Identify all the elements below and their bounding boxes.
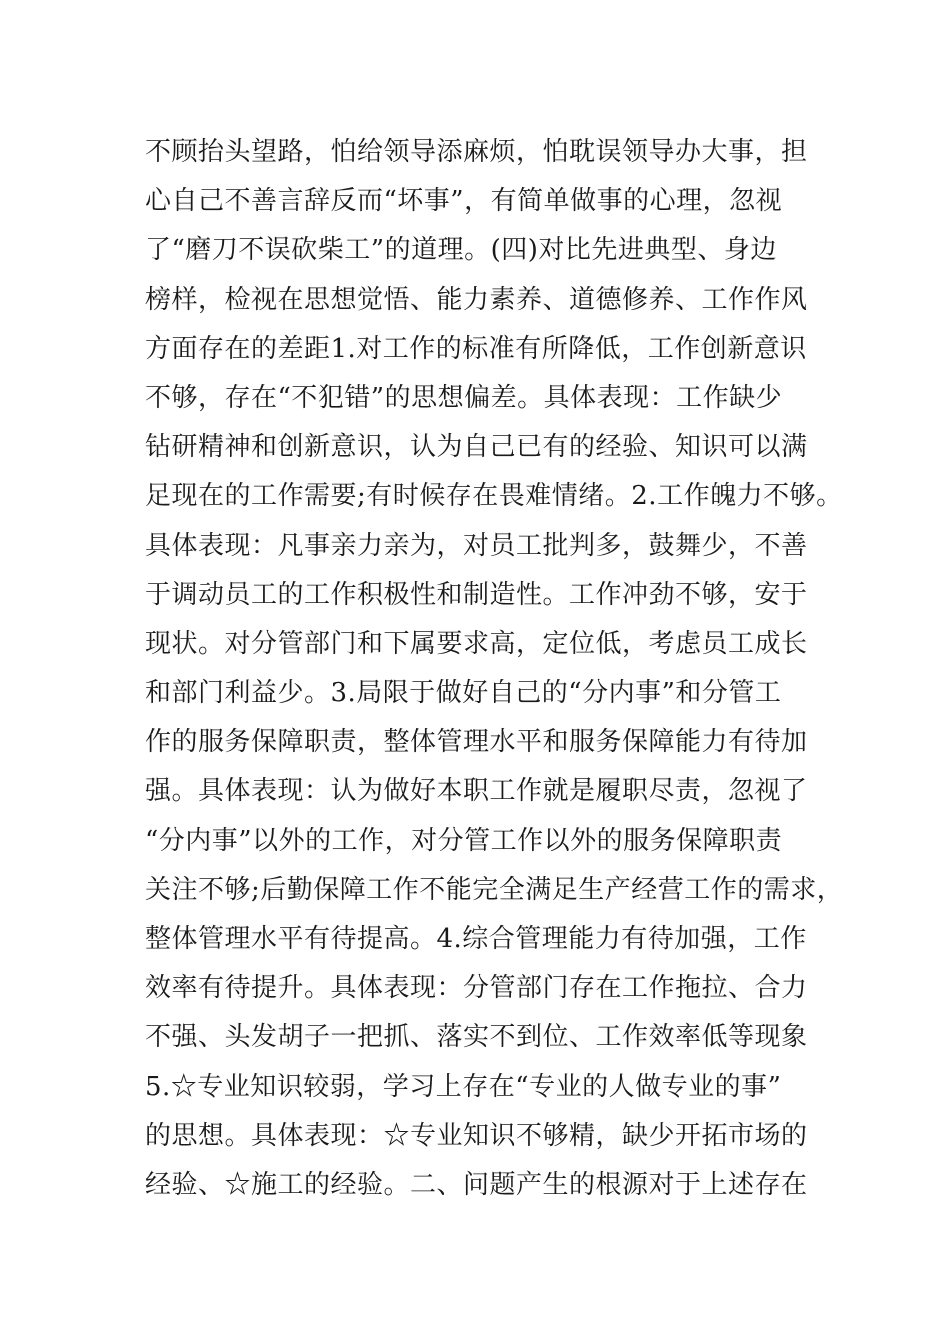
text-line: “分内事”以外的工作，对分管工作以外的服务保障职责 — [145, 825, 783, 856]
text-line: 的思想。具体表现：☆专业知识不够精，缺少开拓市场的 — [145, 1120, 808, 1151]
text-line: 关注不够;后勤保障工作不能完全满足生产经营工作的需求， — [145, 874, 844, 905]
text-line: 经验、☆施工的经验。二、问题产生的根源对于上述存在 — [145, 1169, 808, 1200]
text-line: 现状。对分管部门和下属要求高，定位低，考虑员工成长 — [145, 628, 808, 659]
text-line: 和部门利益少。3.局限于做好自己的“分内事”和分管工 — [145, 678, 782, 709]
text-line: 不顾抬头望路，怕给领导添麻烦，怕耽误领导办大事，担 — [145, 137, 808, 167]
text-line: 榜样，检视在思想觉悟、能力素养、道德修养、工作作风 — [145, 284, 808, 315]
text-line: 不强、头发胡子一把抓、落实不到位、工作效率低等现象 — [145, 1022, 808, 1053]
text-line: 整体管理水平有待提高。4.综合管理能力有待加强，工作 — [145, 924, 807, 954]
text-line: 足现在的工作需要;有时候存在畏难情绪。2.工作魄力不够。 — [145, 481, 843, 512]
text-line: 不够，存在“不犯错”的思想偏差。具体表现：工作缺少 — [145, 382, 783, 413]
text-line: 方面存在的差距1.对工作的标准有所降低，工作创新意识 — [145, 333, 807, 364]
text-line: 钻研精神和创新意识，认为自己已有的经验、知识可以满 — [145, 432, 808, 463]
text-line: 心自己不善言辞反而“坏事”，有简单做事的心理，忽视 — [145, 186, 783, 217]
text-line: 了“磨刀不误砍柴工”的道理。(四)对比先进典型、身边 — [145, 235, 777, 266]
text-line: 强。具体表现：认为做好本职工作就是履职尽责，忽视了 — [145, 776, 808, 807]
text-line: 5.☆专业知识较弱，学习上存在“专业的人做专业的事” — [145, 1071, 782, 1102]
text-line: 于调动员工的工作积极性和制造性。工作冲劲不够，安于 — [145, 579, 808, 610]
body-text — [145, 128, 845, 1210]
text-line: 效率有待提升。具体表现：分管部门存在工作拖拉、合力 — [145, 973, 808, 1004]
text-line: 作的服务保障职责，整体管理水平和服务保障能力有待加 — [145, 727, 808, 758]
text-line: 具体表现：凡事亲力亲为，对员工批判多，鼓舞少，不善 — [145, 530, 808, 561]
